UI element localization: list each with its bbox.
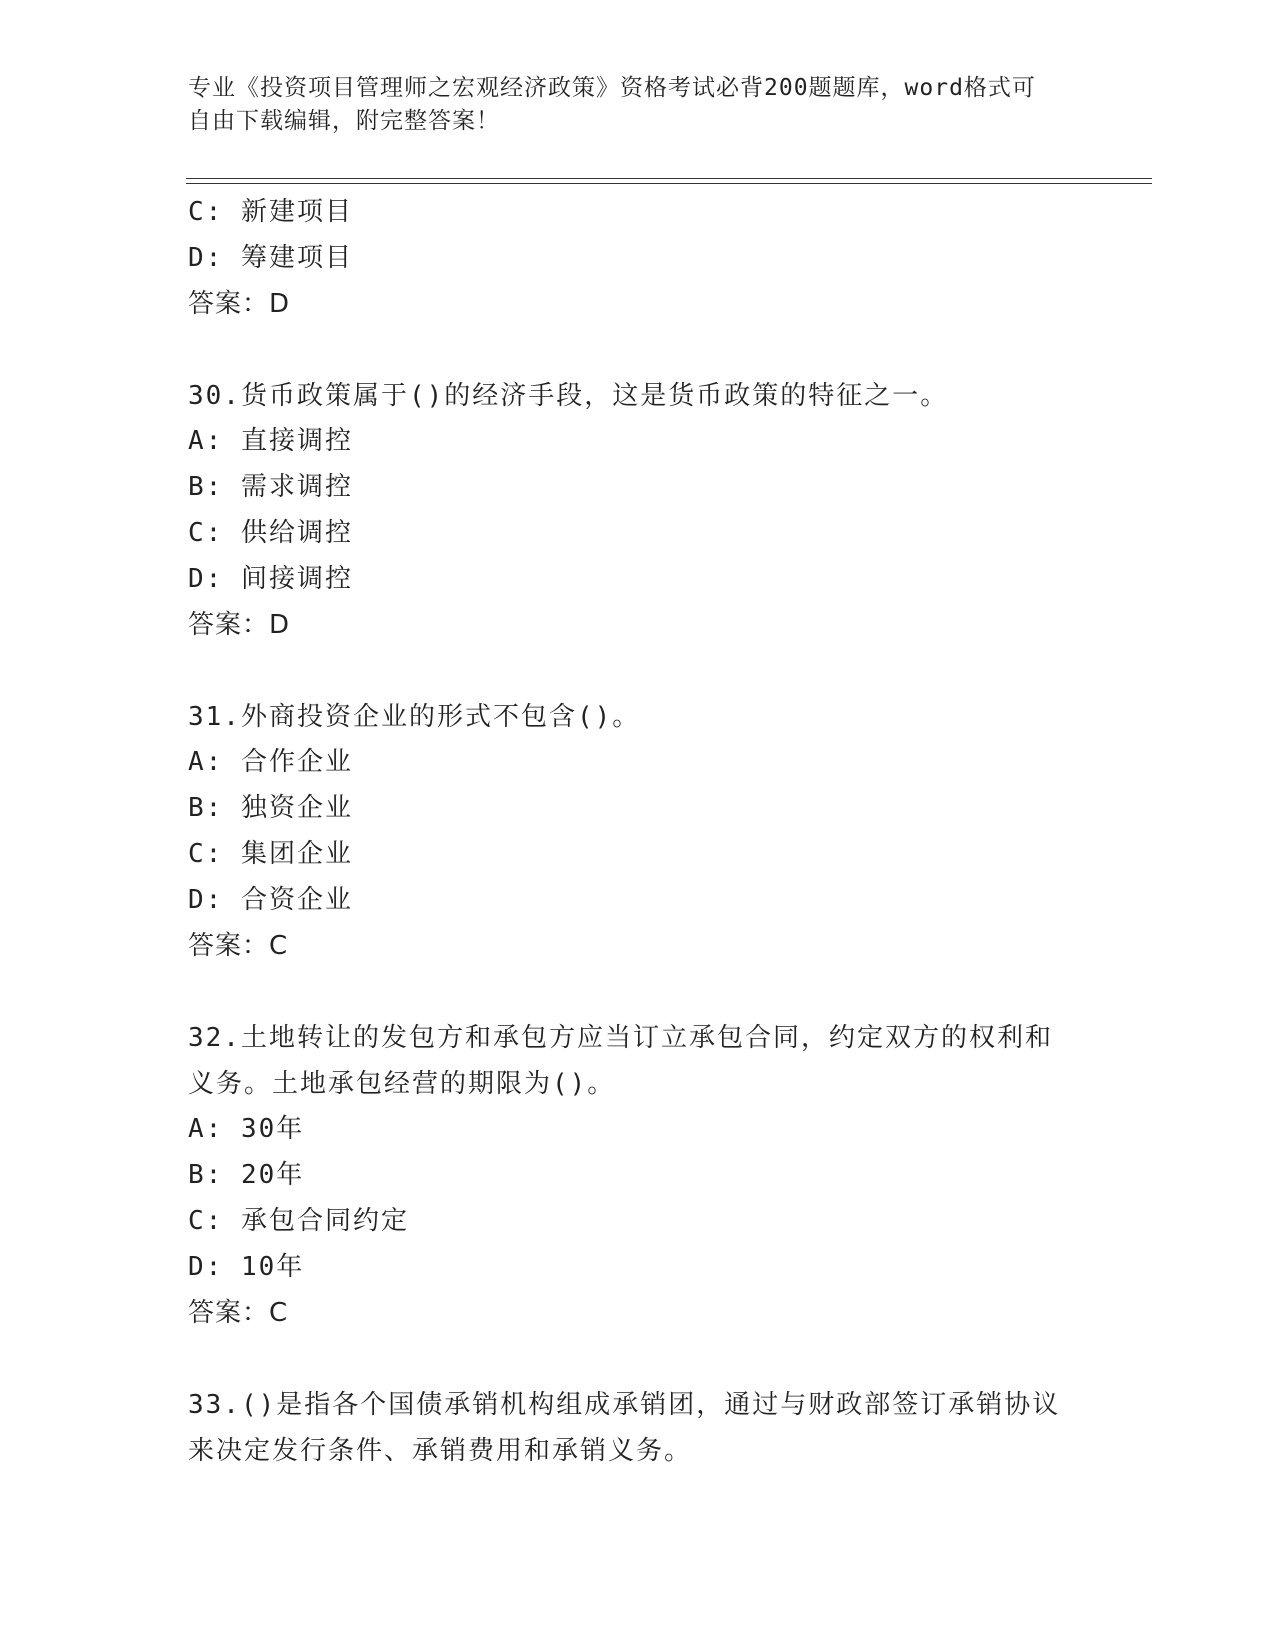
document-header: [188, 72, 1088, 138]
question-block: [188, 694, 1088, 969]
question-block: [188, 1382, 1088, 1474]
option: A: 30年: [188, 1114, 305, 1145]
option: C: 供给调控: [188, 517, 353, 548]
option: C: 承包合同约定: [188, 1205, 409, 1236]
option: B: 独资企业: [188, 793, 353, 824]
option: A: 直接调控: [188, 426, 353, 457]
answer: 答案：C: [188, 930, 289, 961]
option: B: 需求调控: [188, 472, 353, 503]
question-block: [188, 1015, 1088, 1336]
answer: 答案：C: [188, 1297, 289, 1328]
option: A: 合作企业: [188, 747, 353, 778]
question-stem: 31.外商投资企业的形式不包含()。: [188, 702, 641, 733]
header-line-1: 专业《投资项目管理师之宏观经济政策》资格考试必背200题题库，word格式可: [188, 75, 1036, 101]
answer: 答案：D: [188, 609, 291, 640]
question-stem: 来决定发行条件、承销费用和承销义务。: [188, 1436, 693, 1467]
question-stem: 32.土地转让的发包方和承包方应当订立承包合同，约定双方的权利和: [188, 1023, 1053, 1054]
question-block: [188, 373, 1088, 648]
option: B: 20年: [188, 1160, 305, 1191]
option: C: 新建项目: [188, 197, 353, 227]
option: C: 集团企业: [188, 838, 353, 869]
option: D: 间接调控: [188, 563, 353, 594]
option: D: 合资企业: [188, 884, 353, 915]
question-stem: 33.()是指各个国债承销机构组成承销团，通过与财政部签订承销协议: [188, 1390, 1061, 1421]
question-stem: 30.货币政策属于()的经济手段，这是货币政策的特征之一。: [188, 381, 949, 412]
header-divider-bottom: [186, 183, 1152, 184]
option: D: 10年: [188, 1251, 305, 1282]
option: D: 筹建项目: [188, 242, 353, 273]
header-divider-top: [186, 178, 1152, 179]
question-list: [188, 190, 1088, 1474]
answer: 答案：D: [188, 288, 291, 319]
question-stem: 义务。土地承包经营的期限为()。: [188, 1069, 616, 1100]
header-line-2: 自由下载编辑，附完整答案！: [188, 108, 500, 134]
